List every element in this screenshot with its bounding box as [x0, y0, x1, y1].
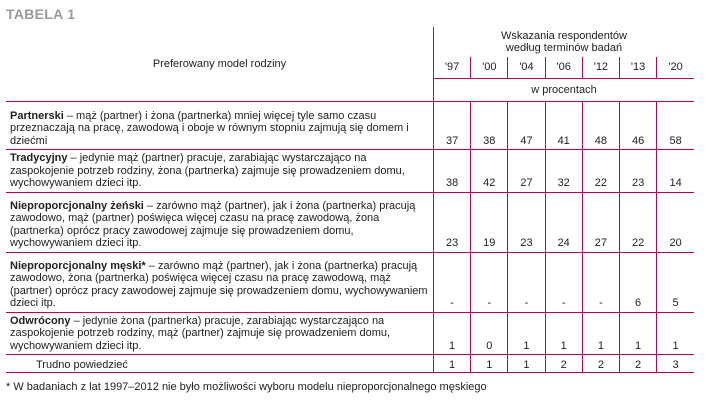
model-cell [6, 102, 433, 150]
value-cell: 3 [657, 355, 694, 373]
value-cell: 27 [582, 192, 619, 252]
survey-header-line1: Wskazania respondentów [501, 29, 627, 42]
model-name: Tradycyjny [10, 152, 68, 164]
table-body [6, 27, 694, 373]
value-cell: - [582, 252, 619, 312]
value-cell: 37 [433, 102, 470, 150]
value-cell: 1 [657, 312, 694, 355]
value-cell: 6 [620, 252, 657, 312]
year-header: '04 [508, 57, 545, 79]
model-cell [6, 150, 433, 193]
value-cell: 2 [620, 355, 657, 373]
value-cell: - [545, 252, 582, 312]
model-description: – jedynie żona (partnerka) pracuje, zarabiając wystarczająco na zaspokojenie potrzeb rodziny, mąż (partner) zajmuje się prowadzeniem domu, wychowywaniem dzieci itp. [10, 314, 391, 352]
table-row [6, 150, 694, 193]
value-cell: 0 [471, 312, 508, 355]
value-cell: 1 [433, 312, 470, 355]
model-name: Nieproporcjonalny męski* [10, 259, 146, 272]
survey-header-line2: według terminów badań [505, 42, 623, 54]
model-cell [6, 312, 433, 355]
value-cell: 47 [508, 102, 545, 150]
value-cell: 48 [582, 102, 619, 150]
value-cell: 46 [620, 102, 657, 150]
model-column-header: Preferowany model rodziny [6, 27, 433, 102]
header-row-top [6, 27, 694, 57]
model-name: Odwrócony [10, 314, 71, 327]
year-header: '97 [433, 57, 470, 79]
value-cell: 41 [545, 102, 582, 150]
value-cell: 32 [545, 150, 582, 193]
table-row [6, 192, 694, 252]
value-cell: 27 [508, 150, 545, 193]
value-cell: 22 [582, 150, 619, 193]
value-cell: 1 [508, 312, 545, 355]
year-header: '12 [582, 57, 619, 79]
model-description: – mąż (partner) i żona (partnerka) mniej więcej tyle samo czasu przeznaczają na pracę, zawodową i oboje w równym stopniu zajmują się domem i dziećmi [10, 109, 409, 147]
model-description: – zarówno mąż (partner), jak i żona (partnerka) pracują zawodowo, mąż (partner) poświęca więcej czasu na pracę zawodową, żona (partnerka) oprócz pracy zawodowej zajmuje się prowadzeniem domu, wychowywaniem dzieci itp. [10, 199, 416, 249]
table-row [6, 252, 694, 312]
value-cell: 14 [657, 150, 694, 193]
table-row [6, 312, 694, 355]
unit-label: w procentach [433, 79, 694, 102]
table-row [6, 102, 694, 150]
table-title: TABELA 1 [6, 6, 76, 22]
value-cell: 1 [508, 355, 545, 373]
value-cell: 19 [471, 192, 508, 252]
year-header: '06 [545, 57, 582, 79]
value-cell: 2 [582, 355, 619, 373]
value-cell: 22 [620, 192, 657, 252]
model-description: – jedynie mąż (partner) pracuje, zarabiając wystarczająco na zaspokojenie potrzeb rodziny, żona (partnerka) zajmuje się prowadzeniem domu, wychowywaniem dzieci itp. [10, 152, 405, 189]
model-name: Nieproporcjonalny żeński [10, 199, 144, 212]
data-table [6, 27, 694, 373]
model-cell [6, 252, 433, 312]
footnote: * W badaniach z lat 1997–2012 nie było możliwości wyboru modelu nieproporcjonalnego męskiego [6, 381, 487, 393]
survey-dates-header [433, 27, 694, 57]
value-cell: 42 [471, 150, 508, 193]
model-description: – zarówno mąż (partner), jak i żona (partnerka) pracują zawodowo, żona (partnerka) poświęca więcej czasu na pracę zawodową, mąż (partner) oprócz pracy zawodowej zajmuje się prowadzeniem domu, wychowywaniem dzieci itp. [10, 259, 428, 309]
value-cell: 1 [471, 355, 508, 373]
value-cell: 1 [545, 312, 582, 355]
value-cell: 1 [433, 355, 470, 373]
value-cell: 23 [433, 192, 470, 252]
value-cell: 23 [620, 150, 657, 193]
value-cell: - [471, 252, 508, 312]
value-cell: 1 [620, 312, 657, 355]
hard-to-say-label: Trudno powiedzieć [6, 355, 433, 373]
value-cell: 58 [657, 102, 694, 150]
value-cell: 20 [657, 192, 694, 252]
year-header: '13 [620, 57, 657, 79]
value-cell: 38 [471, 102, 508, 150]
table-row-hard-to-say [6, 355, 694, 373]
year-header: '00 [471, 57, 508, 79]
value-cell: 24 [545, 192, 582, 252]
value-cell: 23 [508, 192, 545, 252]
model-cell [6, 192, 433, 252]
model-name: Partnerski [10, 109, 64, 122]
value-cell: 1 [582, 312, 619, 355]
value-cell: - [433, 252, 470, 312]
value-cell: 2 [545, 355, 582, 373]
year-header: '20 [657, 57, 694, 79]
value-cell: 5 [657, 252, 694, 312]
value-cell: - [508, 252, 545, 312]
value-cell: 38 [433, 150, 470, 193]
